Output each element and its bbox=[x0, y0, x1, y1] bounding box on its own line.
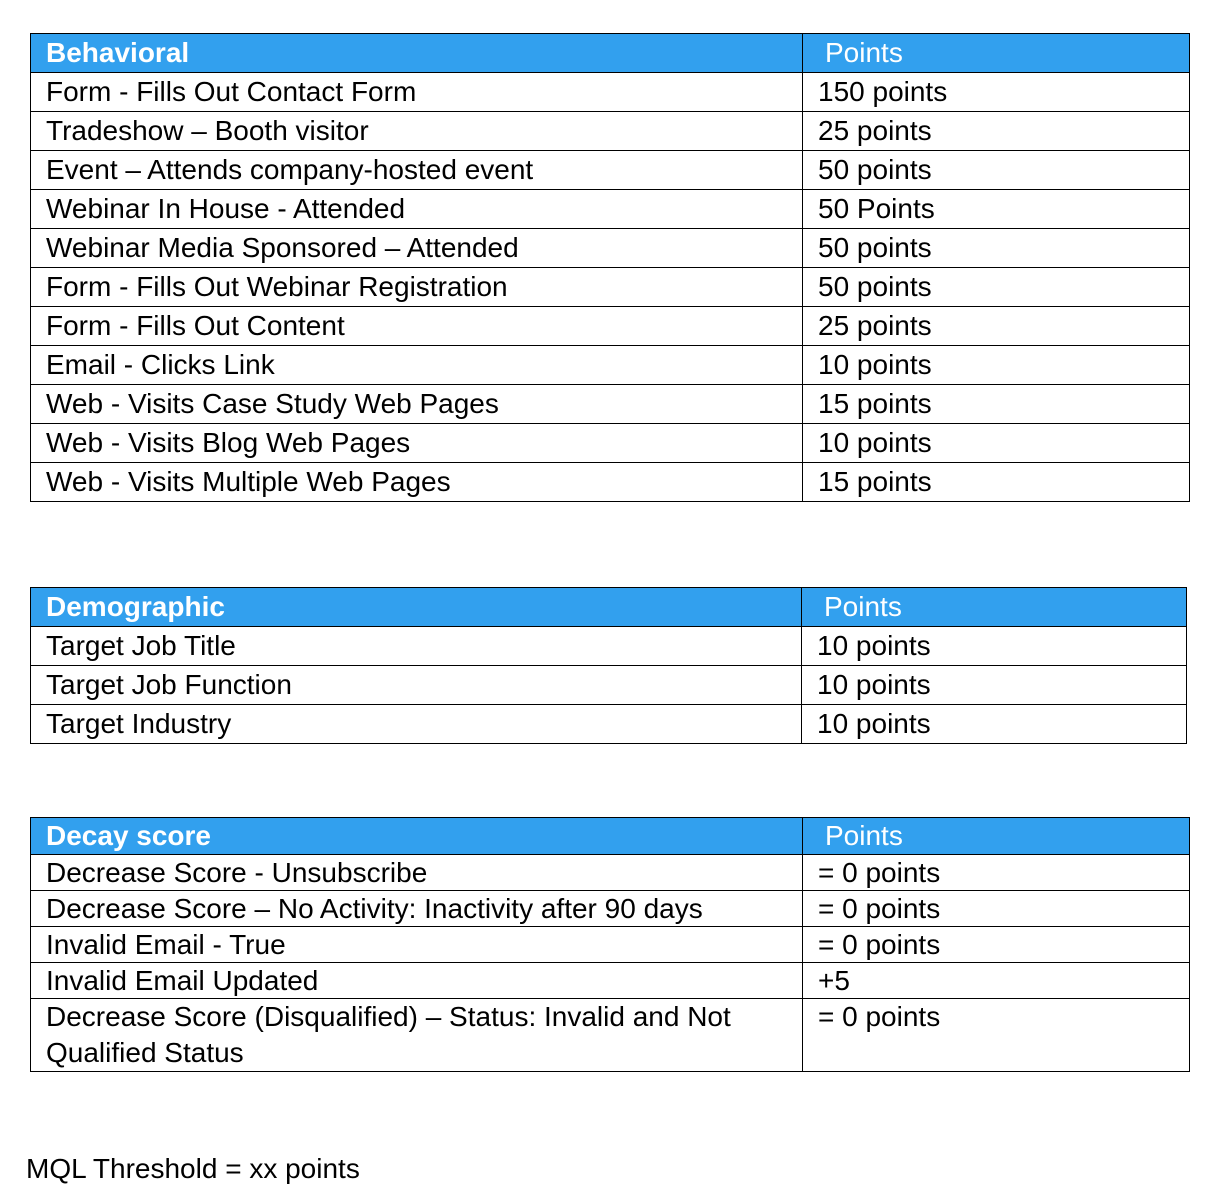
points-cell: = 0 points bbox=[803, 927, 1190, 963]
demographic-header-row bbox=[31, 588, 1187, 627]
demographic-score-table bbox=[30, 587, 1187, 744]
table-row bbox=[31, 855, 1190, 891]
behavioral-header-row bbox=[31, 34, 1190, 73]
table-row bbox=[31, 73, 1190, 112]
activity-cell: Target Industry bbox=[31, 705, 802, 744]
table-row bbox=[31, 891, 1190, 927]
decay-points-header: Points bbox=[803, 818, 1190, 855]
activity-cell: Email - Clicks Link bbox=[31, 346, 803, 385]
points-cell: 50 points bbox=[803, 151, 1190, 190]
points-cell: 10 points bbox=[802, 666, 1187, 705]
demographic-category-header: Demographic bbox=[31, 588, 802, 627]
points-cell: 50 points bbox=[803, 229, 1190, 268]
table-row bbox=[31, 463, 1190, 502]
activity-cell: Decrease Score (Disqualified) – Status: Invalid and Not Qualified Status bbox=[31, 999, 803, 1072]
activity-cell: Web - Visits Case Study Web Pages bbox=[31, 385, 803, 424]
points-cell: 15 points bbox=[803, 463, 1190, 502]
demographic-points-header: Points bbox=[802, 588, 1187, 627]
activity-cell: Decrease Score - Unsubscribe bbox=[31, 855, 803, 891]
table-row bbox=[31, 346, 1190, 385]
activity-cell: Target Job Function bbox=[31, 666, 802, 705]
points-cell: 15 points bbox=[803, 385, 1190, 424]
points-cell: +5 bbox=[803, 963, 1190, 999]
activity-cell: Form - Fills Out Content bbox=[31, 307, 803, 346]
table-row bbox=[31, 112, 1190, 151]
table-row bbox=[31, 307, 1190, 346]
points-cell: = 0 points bbox=[803, 891, 1190, 927]
activity-cell: Event – Attends company-hosted event bbox=[31, 151, 803, 190]
points-cell: = 0 points bbox=[803, 855, 1190, 891]
table-row bbox=[31, 190, 1190, 229]
table-row bbox=[31, 627, 1187, 666]
points-cell: 150 points bbox=[803, 73, 1190, 112]
points-cell: 10 points bbox=[803, 424, 1190, 463]
behavioral-category-header: Behavioral bbox=[31, 34, 803, 73]
activity-cell: Webinar Media Sponsored – Attended bbox=[31, 229, 803, 268]
table-row bbox=[31, 268, 1190, 307]
table-row bbox=[31, 999, 1190, 1072]
table-row bbox=[31, 151, 1190, 190]
points-cell: 50 Points bbox=[803, 190, 1190, 229]
activity-cell: Invalid Email Updated bbox=[31, 963, 803, 999]
table-row bbox=[31, 963, 1190, 999]
points-cell: 25 points bbox=[803, 307, 1190, 346]
activity-cell: Webinar In House - Attended bbox=[31, 190, 803, 229]
points-cell: 25 points bbox=[803, 112, 1190, 151]
table-row bbox=[31, 705, 1187, 744]
mql-threshold-note: MQL Threshold = xx points bbox=[26, 1153, 360, 1184]
table-row bbox=[31, 666, 1187, 705]
decay-header-row bbox=[31, 818, 1190, 855]
table-row bbox=[31, 385, 1190, 424]
points-cell: = 0 points bbox=[803, 999, 1190, 1072]
activity-cell: Web - Visits Blog Web Pages bbox=[31, 424, 803, 463]
decay-score-table bbox=[30, 817, 1190, 1072]
activity-cell: Tradeshow – Booth visitor bbox=[31, 112, 803, 151]
points-cell: 10 points bbox=[802, 627, 1187, 666]
points-cell: 10 points bbox=[802, 705, 1187, 744]
decay-category-header: Decay score bbox=[31, 818, 803, 855]
activity-cell: Decrease Score – No Activity: Inactivity after 90 days bbox=[31, 891, 803, 927]
activity-cell: Target Job Title bbox=[31, 627, 802, 666]
table-row bbox=[31, 424, 1190, 463]
behavioral-score-table bbox=[30, 33, 1190, 502]
activity-cell: Form - Fills Out Contact Form bbox=[31, 73, 803, 112]
behavioral-points-header: Points bbox=[803, 34, 1190, 73]
table-row bbox=[31, 927, 1190, 963]
points-cell: 10 points bbox=[803, 346, 1190, 385]
activity-cell: Invalid Email - True bbox=[31, 927, 803, 963]
activity-cell: Form - Fills Out Webinar Registration bbox=[31, 268, 803, 307]
activity-cell: Web - Visits Multiple Web Pages bbox=[31, 463, 803, 502]
points-cell: 50 points bbox=[803, 268, 1190, 307]
table-row bbox=[31, 229, 1190, 268]
